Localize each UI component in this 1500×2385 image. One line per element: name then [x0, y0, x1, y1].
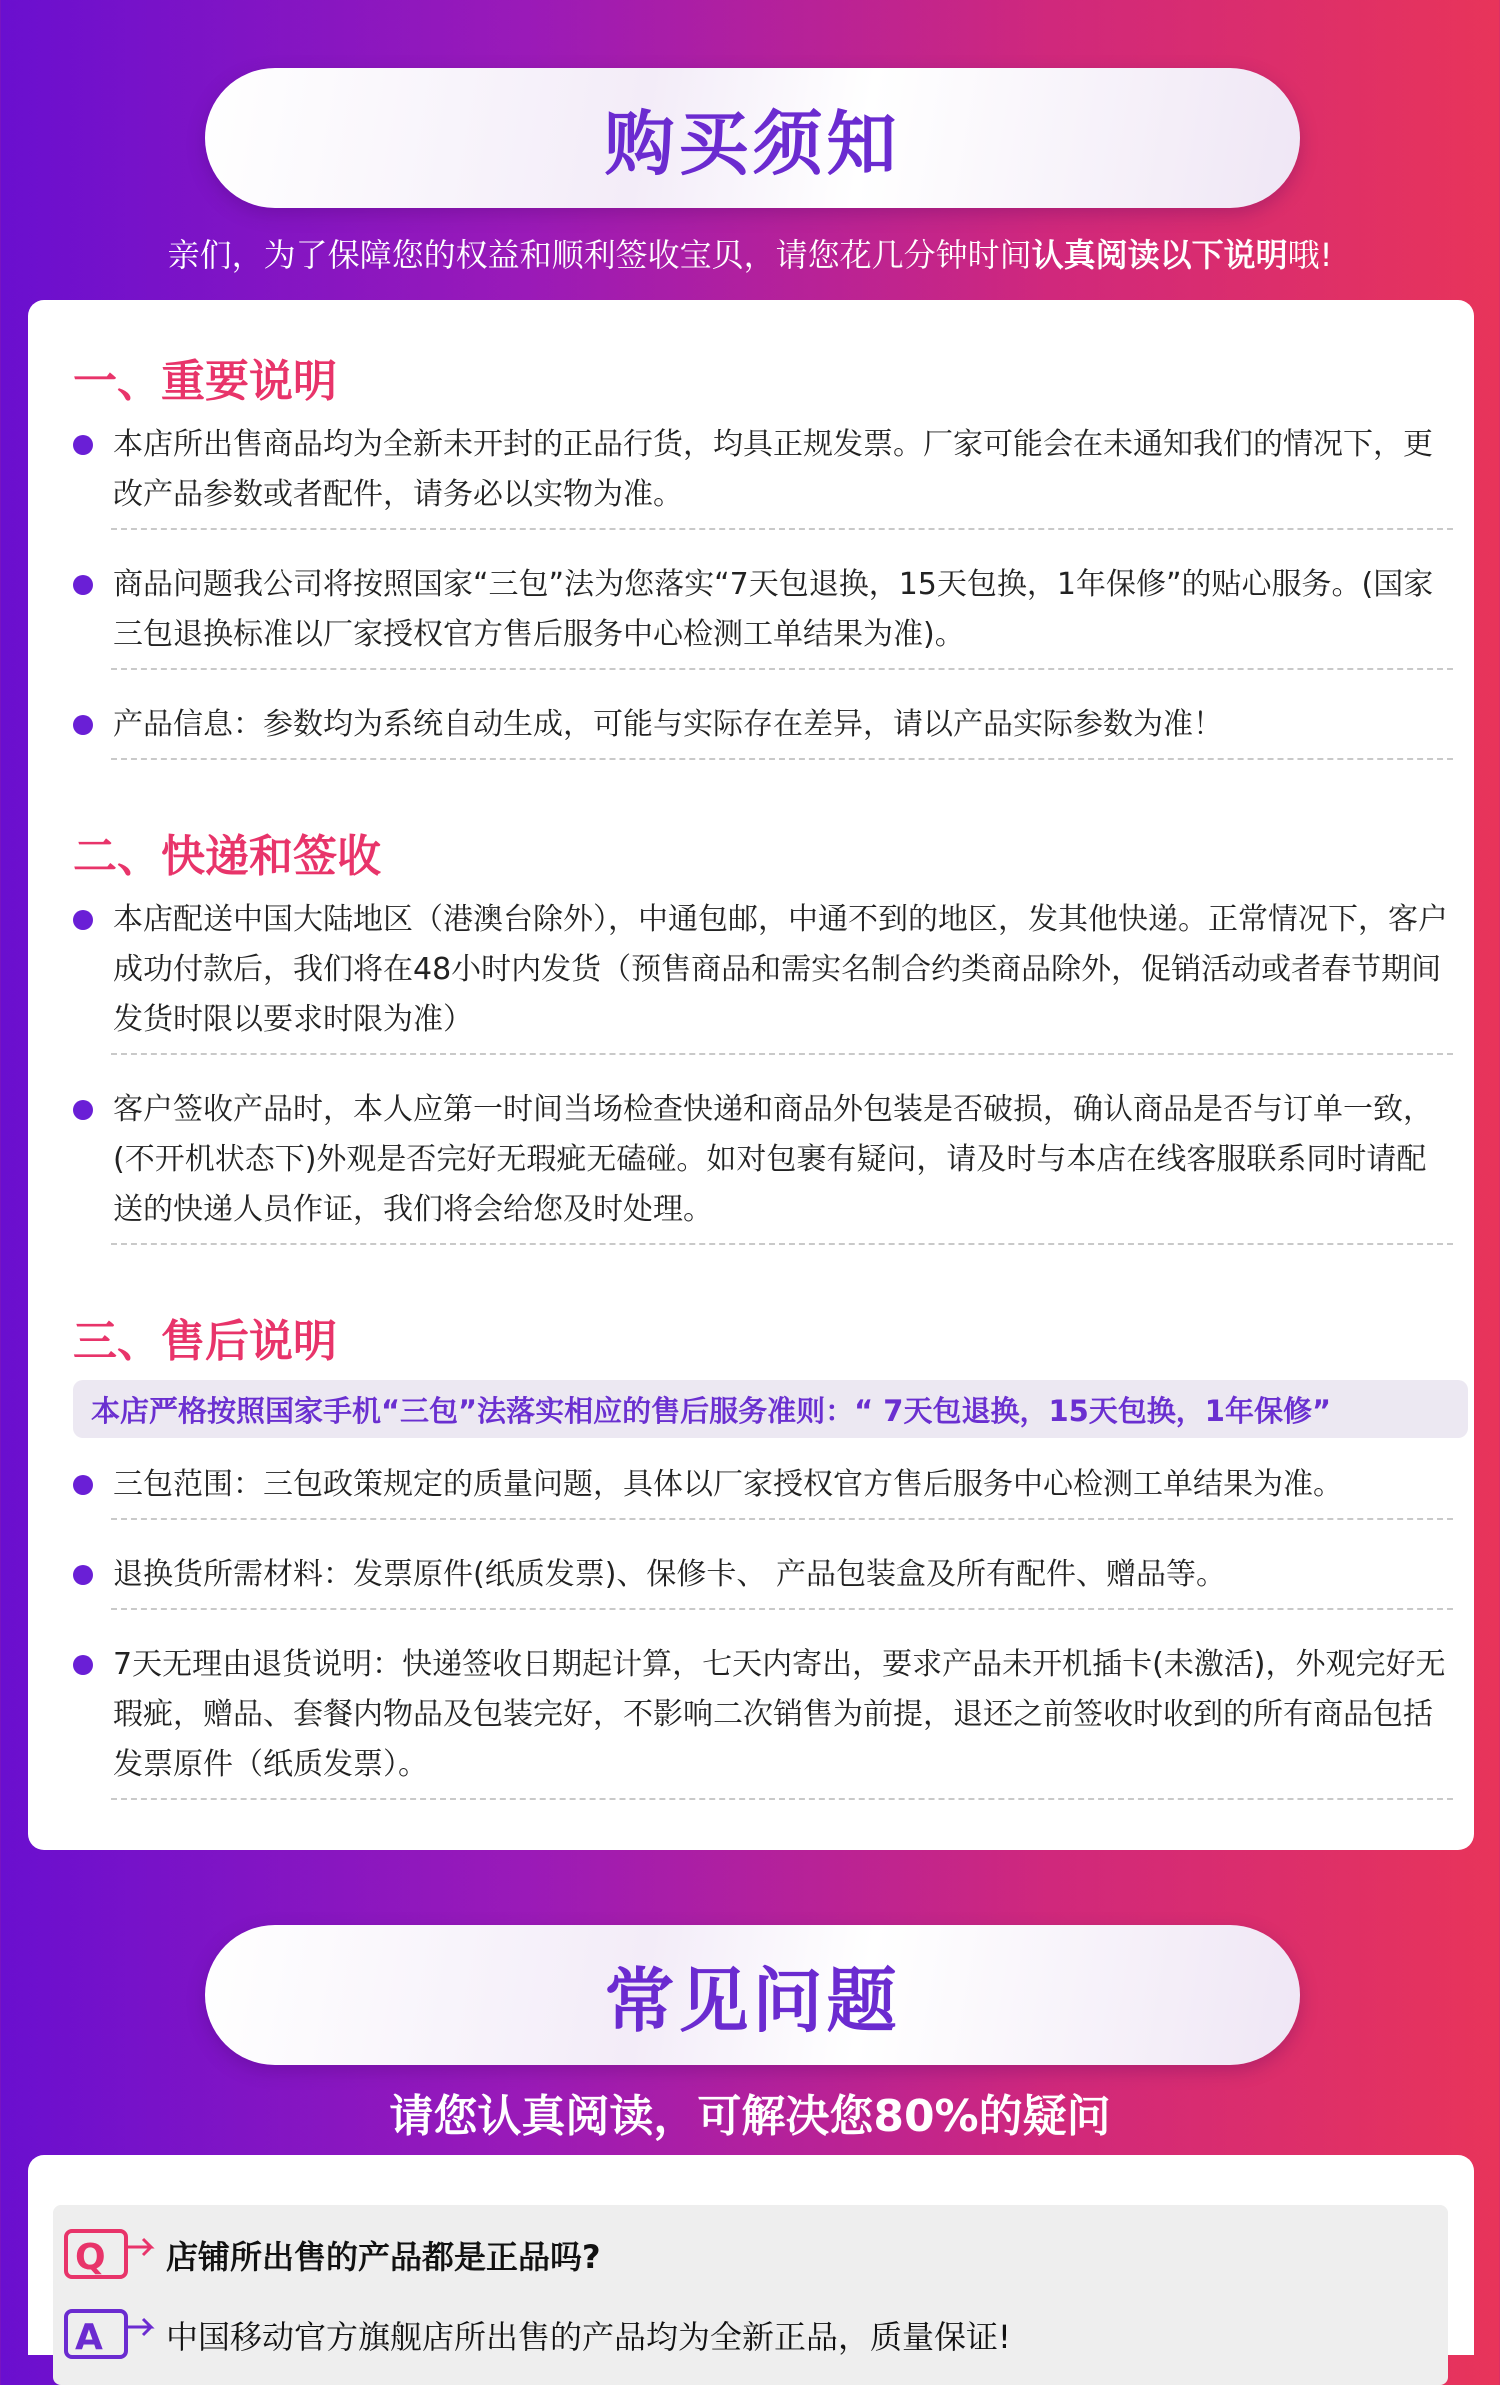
bullet-dot: [73, 1475, 93, 1495]
divider: [111, 668, 1453, 670]
faq-question-row: [63, 2225, 601, 2285]
divider: [111, 1243, 1453, 1245]
faq-answer-row: [63, 2305, 1011, 2365]
faq-card: [28, 2155, 1474, 2358]
list-item: 本店所出售商品均为全新未开封的正品行货，均具正规发票。厂家可能会在未通知我们的情况下，更改产品参数或者配件，请务必以实物为准。: [73, 420, 1453, 530]
notice-header: [205, 68, 1300, 208]
faq-answer: 中国移动官方旗舰店所出售的产品均为全新正品，质量保证!: [166, 2318, 1011, 2356]
section-title-important: 一、重要说明: [73, 356, 337, 407]
faq-subtitle: 请您认真阅读，可解决您80%的疑问: [389, 2091, 1111, 2142]
faq-title: 常见问题: [604, 1959, 901, 2042]
section-title-shipping: 二、快递和签收: [73, 831, 381, 882]
bullet-dot: [73, 715, 93, 735]
faq-item: [53, 2205, 1448, 2385]
list-item: 商品问题我公司将按照国家“三包”法为您落实“7天包退换，15天包换，1年保修”的贴心服务。(国家三包退换标准以厂家授权官方售后服务中心检测工单结果为准)。: [73, 560, 1453, 670]
notice-subtitle: 亲们，为了保障您的权益和顺利签收宝贝，请您花几分钟时间认真阅读以下说明哦!: [167, 236, 1333, 274]
list-item: 本店配送中国大陆地区（港澳台除外），中通包邮，中通不到的地区，发其他快递。正常情况下，客户成功付款后，我们将在48小时内发货（预售商品和需实名制合约类商品除外，促销活动或者春节期间发货时限以要求时限为准）: [73, 895, 1453, 1055]
bullet-dot: [73, 1655, 93, 1675]
divider: [111, 1518, 1453, 1520]
divider: [111, 1798, 1453, 1800]
list-item: 7天无理由退货说明：快递签收日期起计算，七天内寄出，要求产品未开机插卡(未激活)，外观完好无瑕疵，赠品、套餐内物品及包装完好，不影响二次销售为前提，退还之前签收时收到的所有商品包括发票原件（纸质发票）。: [73, 1640, 1453, 1800]
notice-title: 购买须知: [604, 102, 901, 185]
answer-icon: [63, 2305, 158, 2365]
list-item: 客户签收产品时，本人应第一时间当场检查快递和商品外包装是否破损，确认商品是否与订单一致，(不开机状态下)外观是否完好无瑕疵无磕碰。如对包裹有疑问，请及时与本店在线客服联系同时请配送的快递人员作证，我们将会给您及时处理。: [73, 1085, 1453, 1245]
faq-question: 店铺所出售的产品都是正品吗?: [166, 2238, 601, 2276]
section-title-aftersales: 三、售后说明: [73, 1316, 337, 1367]
bullet-dot: [73, 435, 93, 455]
bullet-dot: [73, 1565, 93, 1585]
bullet-dot: [73, 1100, 93, 1120]
aftersales-highlight: 本店严格按照国家手机“三包”法落实相应的售后服务准则：“ 7天包退换，15天包换，1年保修”: [73, 1380, 1468, 1438]
list-item: 产品信息：参数均为系统自动生成，可能与实际存在差异，请以产品实际参数为准！: [73, 700, 1453, 760]
divider: [111, 528, 1453, 530]
list-item: 退换货所需材料：发票原件(纸质发票)、保修卡、 产品包装盒及所有配件、赠品等。: [73, 1550, 1453, 1610]
question-icon: [63, 2225, 158, 2285]
divider: [111, 1608, 1453, 1610]
divider: [111, 758, 1453, 760]
bullet-dot: [73, 575, 93, 595]
svg-text:Q: Q: [75, 2237, 106, 2278]
faq-header: [205, 1925, 1300, 2065]
list-item: 三包范围：三包政策规定的质量问题，具体以厂家授权官方售后服务中心检测工单结果为准。: [73, 1460, 1453, 1520]
svg-text:A: A: [75, 2317, 103, 2358]
notice-card: [28, 300, 1474, 1850]
bullet-dot: [73, 910, 93, 930]
divider: [111, 1053, 1453, 1055]
